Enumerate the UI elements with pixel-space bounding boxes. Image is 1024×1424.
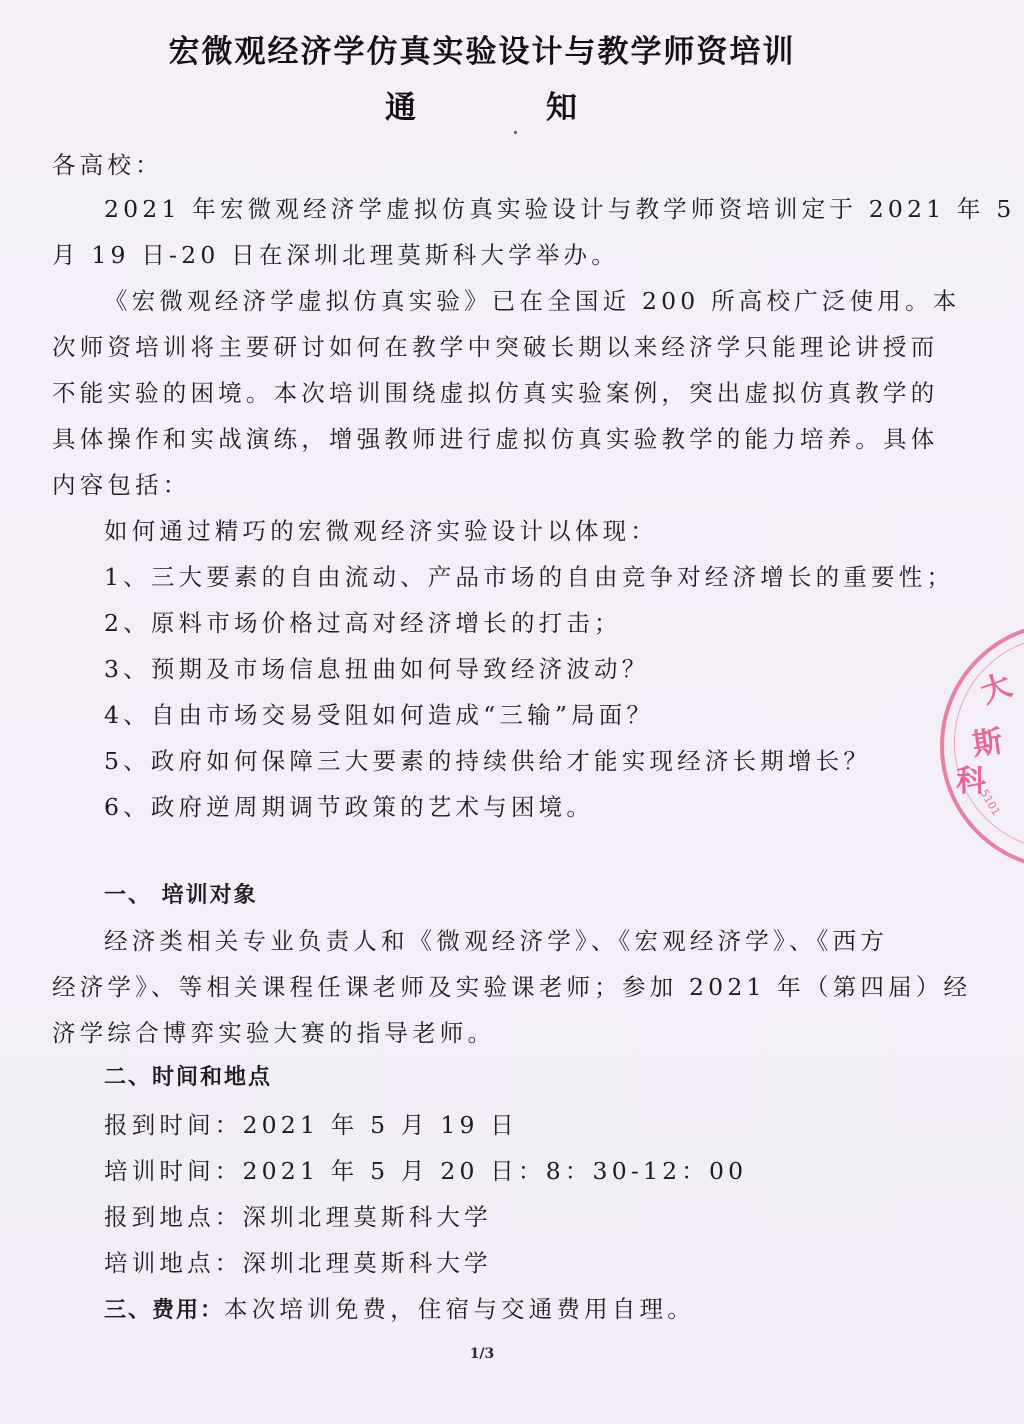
seal-glyph: 斯 — [970, 724, 1005, 763]
para1-line-1: 2021 年宏微观经济学虚拟仿真实验设计与教学师资培训定于 2021 年 5 — [104, 195, 1016, 223]
document-subtitle — [0, 82, 994, 127]
training-location: 培训地点：深圳北理莫斯科大学 — [104, 1249, 492, 1277]
list-item: 1、三大要素的自由流动、产品市场的自由竞争对经济增长的重要性； — [104, 563, 955, 591]
para2-line-3: 不能实验的困境。本次培训围绕虚拟仿真实验案例，突出虚拟仿真教学的 — [52, 379, 939, 407]
section1-line-1: 经济类相关专业负责人和《微观经济学》、《宏观经济学》、《西方 — [104, 927, 888, 955]
para2-line-2: 次师资培训将主要研讨如何在教学中突破长期以来经济学只能理论讲授而 — [52, 333, 939, 361]
section1-line-3: 济学综合博弈实验大赛的指导老师。 — [52, 1019, 496, 1047]
speck — [514, 131, 517, 134]
content-intro: 如何通过精巧的宏微观经济实验设计以体现： — [104, 517, 658, 545]
document-title: 宏微观经济学仿真实验设计与教学师资培训 — [168, 34, 796, 70]
subtitle-char-1: 通 — [385, 90, 418, 126]
list-item: 4、自由市场交易受阻如何造成“三输”局面？ — [104, 701, 655, 729]
list-item: 3、预期及市场信息扭曲如何导致经济波动？ — [104, 655, 650, 683]
para1-line-2: 月 19 日-20 日在深圳北理莫斯科大学举办。 — [52, 241, 619, 269]
section3-text: 本次培训免费，住宿与交通费用自理。 — [224, 1295, 695, 1323]
section3 — [104, 1290, 695, 1324]
section1-line-2: 经济学》、等相关课程任课老师及实验课老师；参加 2021 年（第四届）经 — [52, 973, 972, 1001]
list-item: 6、政府逆周期调节政策的艺术与困境。 — [104, 793, 595, 821]
seal-number: 5101 — [977, 787, 1003, 818]
official-seal — [940, 622, 1024, 870]
para2-line-4: 具体操作和实战演练，增强教师进行虚拟仿真实验教学的能力培养。具体 — [52, 425, 939, 453]
section3-heading: 三、费用： — [104, 1298, 225, 1323]
para2-line-1: 《宏微观经济学虚拟仿真实验》已在全国近 200 所高校广泛使用。本 — [104, 287, 961, 315]
salutation: 各高校： — [52, 151, 163, 179]
page-number: 1/3 — [469, 1346, 495, 1362]
training-time: 培训时间：2021 年 5 月 20 日：8：30-12：00 — [104, 1157, 748, 1185]
seal-glyph: 科 — [956, 764, 986, 799]
checkin-time: 报到时间：2021 年 5 月 19 日 — [104, 1111, 519, 1139]
section2-heading: 二、时间和地点 — [104, 1065, 273, 1090]
seal-glyph: 大 — [976, 667, 1017, 711]
para2-line-5: 内容包括： — [52, 471, 191, 499]
section1-heading: 一、 培训对象 — [104, 883, 258, 908]
checkin-location: 报到地点：深圳北理莫斯科大学 — [104, 1203, 492, 1231]
subtitle-char-2: 知 — [546, 90, 579, 126]
list-item: 2、原料市场价格过高对经济增长的打击； — [104, 609, 622, 637]
list-item: 5、政府如何保障三大要素的持续供给才能实现经济长期增长？ — [104, 747, 872, 775]
